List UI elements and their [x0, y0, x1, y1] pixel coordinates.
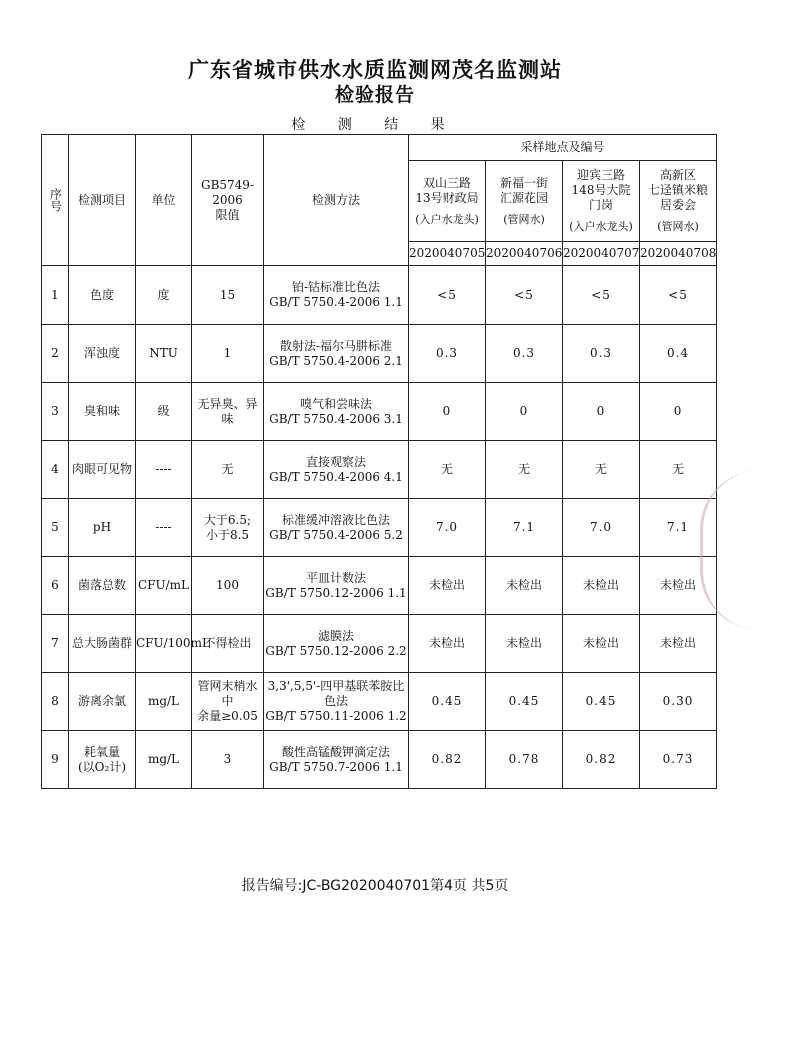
row-seq: 9	[42, 731, 69, 789]
row-value: 0.82	[563, 731, 640, 789]
site-note: (管网水)	[503, 212, 545, 226]
row-unit: CFU/mL	[136, 557, 192, 615]
table-row	[42, 266, 717, 325]
col-header-limit	[192, 135, 264, 266]
row-unit: NTU	[136, 325, 192, 383]
seal-stamp	[700, 470, 793, 630]
row-method	[264, 441, 409, 499]
row-value: 0	[563, 383, 640, 441]
row-limit	[192, 266, 264, 325]
row-method-ref: GB/T 5750.4-2006 4.1	[269, 469, 403, 484]
row-value: 7.0	[409, 499, 486, 557]
row-item	[69, 441, 136, 499]
site-note: (入户水龙头)	[569, 220, 633, 233]
site-note: (管网水)	[657, 220, 699, 233]
col-header-sites: 采样地点及编号	[409, 135, 717, 161]
row-method	[264, 557, 409, 615]
table-row	[42, 383, 717, 441]
row-item	[69, 731, 136, 789]
row-method-name: 3,3',5,5'-四甲基联苯胺比色法	[267, 679, 405, 708]
row-item-label: 臭和味	[83, 404, 120, 418]
row-limit-line: 无异臭、异味	[197, 396, 258, 426]
row-limit-line: 无	[221, 462, 234, 476]
row-method-ref: GB/T 5750.7-2006 1.1	[269, 759, 403, 774]
row-value: <5	[563, 266, 640, 325]
row-seq: 4	[42, 441, 69, 499]
col-header-unit: 单位	[136, 135, 192, 266]
row-value: 无	[563, 441, 640, 499]
row-value: 0	[409, 383, 486, 441]
row-limit-line: 余量≥0.05	[197, 709, 258, 723]
row-value: 未检出	[409, 615, 486, 673]
row-unit: 度	[136, 266, 192, 325]
table-row	[42, 499, 717, 557]
row-value: 7.1	[486, 499, 563, 557]
row-unit: mg/L	[136, 731, 192, 789]
row-item	[69, 499, 136, 557]
row-item-label: pH	[92, 520, 112, 534]
row-value: 无	[640, 441, 717, 499]
row-method-name: 嗅气和尝味法	[299, 396, 372, 411]
row-item	[69, 325, 136, 383]
table-row	[42, 731, 717, 789]
row-value: 无	[486, 441, 563, 499]
row-limit-line: 3	[223, 752, 232, 766]
row-unit: ----	[136, 499, 192, 557]
row-limit	[192, 383, 264, 441]
row-value: 0.30	[640, 673, 717, 731]
row-method	[264, 615, 409, 673]
row-method-name: 平皿计数法	[305, 570, 366, 585]
row-item	[69, 383, 136, 441]
row-value: 无	[409, 441, 486, 499]
site-note: (入户水龙头)	[415, 212, 479, 226]
row-unit: CFU/100mL	[136, 615, 192, 673]
row-value: 7.0	[563, 499, 640, 557]
col-header-seq: 序号	[42, 135, 69, 266]
table-row	[42, 673, 717, 731]
site-name-line: 居委会	[660, 198, 697, 212]
row-method	[264, 673, 409, 731]
row-method-name: 滤膜法	[317, 628, 354, 643]
row-limit-line: 管网末梢水中	[197, 679, 258, 708]
row-item-label: 菌落总数	[77, 578, 126, 592]
site-header	[486, 161, 563, 242]
row-value: <5	[486, 266, 563, 325]
row-method-ref: GB/T 5750.4-2006 3.1	[269, 411, 403, 426]
row-item-label: 肉眼可见物	[71, 462, 132, 476]
table-row	[42, 615, 717, 673]
site-name-line: 门岗	[588, 198, 613, 212]
row-limit	[192, 499, 264, 557]
row-unit: ----	[136, 441, 192, 499]
col-header-method: 检测方法	[264, 135, 409, 266]
row-value: 未检出	[409, 557, 486, 615]
site-code: 2020040705	[409, 242, 486, 266]
row-method	[264, 266, 409, 325]
row-unit: 级	[136, 383, 192, 441]
row-seq: 1	[42, 266, 69, 325]
row-value: 未检出	[486, 557, 563, 615]
report-org-title: 广东省城市供水水质监测网茂名监测站	[188, 58, 562, 82]
row-item	[69, 615, 136, 673]
site-name-line: 七迳镇米粮	[648, 183, 709, 197]
site-name-line: 双山三路	[422, 175, 471, 190]
row-seq: 3	[42, 383, 69, 441]
row-limit-line: 1	[223, 346, 232, 360]
row-method	[264, 499, 409, 557]
site-code: 2020040706	[486, 242, 563, 266]
row-limit-line: 不得检出	[203, 636, 252, 650]
row-item	[69, 557, 136, 615]
report-title: 检验报告	[334, 84, 415, 106]
row-limit	[192, 325, 264, 383]
row-value: 0.45	[486, 673, 563, 731]
row-seq: 6	[42, 557, 69, 615]
results-table	[41, 134, 717, 789]
table-row	[42, 325, 717, 383]
row-method-name: 标准缓冲溶液比色法	[281, 512, 390, 527]
row-limit	[192, 731, 264, 789]
row-value: 0.3	[486, 325, 563, 383]
row-limit-line: 15	[219, 287, 236, 302]
site-name-line: 新福一街	[499, 175, 548, 190]
row-method-name: 酸性高锰酸钾滴定法	[281, 744, 390, 759]
row-value: <5	[409, 266, 486, 325]
site-name-line: 汇源花园	[499, 190, 548, 205]
row-value: <5	[640, 266, 717, 325]
row-limit-line: 大于6.5;	[203, 512, 252, 527]
row-value: 未检出	[640, 557, 717, 615]
site-name-line: 迎宾三路	[576, 168, 625, 182]
row-value: 0.73	[640, 731, 717, 789]
row-method-ref: GB/T 5750.4-2006 5.2	[269, 527, 403, 542]
row-value: 0.78	[486, 731, 563, 789]
row-seq: 5	[42, 499, 69, 557]
row-value: 未检出	[563, 615, 640, 673]
row-seq: 8	[42, 673, 69, 731]
row-limit	[192, 673, 264, 731]
row-unit: mg/L	[136, 673, 192, 731]
header-row	[42, 135, 717, 161]
row-value: 未检出	[563, 557, 640, 615]
row-value: 0.82	[409, 731, 486, 789]
row-value: 0.3	[563, 325, 640, 383]
row-item-label: 总大肠菌群	[71, 636, 132, 650]
table-row	[42, 441, 717, 499]
row-limit	[192, 557, 264, 615]
row-method	[264, 731, 409, 789]
site-header	[409, 161, 486, 242]
section-heading: 检 测 结 果	[291, 117, 459, 133]
row-method	[264, 325, 409, 383]
row-method	[264, 383, 409, 441]
row-item	[69, 266, 136, 325]
site-name-line: 高新区	[660, 168, 697, 182]
row-value: 0	[640, 383, 717, 441]
table-row	[42, 557, 717, 615]
row-value: 未检出	[640, 615, 717, 673]
row-seq: 7	[42, 615, 69, 673]
row-value: 0.45	[409, 673, 486, 731]
row-limit	[192, 441, 264, 499]
row-item	[69, 673, 136, 731]
row-limit-line: 小于8.5	[205, 527, 250, 542]
row-value: 未检出	[486, 615, 563, 673]
row-method-ref: GB/T 5750.12-2006 1.1	[265, 585, 407, 600]
row-item-label: 游离余氯	[77, 694, 126, 708]
row-value: 0.4	[640, 325, 717, 383]
row-method-name: 散射法-福尔马肼标准	[279, 338, 393, 353]
site-header	[563, 161, 640, 242]
row-item-label: 色度	[89, 287, 114, 302]
row-method-ref: GB/T 5750.4-2006 1.1	[269, 295, 403, 309]
site-code: 2020040708	[640, 242, 717, 266]
row-item-label: 耗氧量	[83, 744, 120, 759]
site-name-line: 13号财政局	[415, 190, 479, 205]
row-value: 7.1	[640, 499, 717, 557]
site-name-line: 148号大院	[571, 183, 631, 197]
row-seq: 2	[42, 325, 69, 383]
row-method-ref: GB/T 5750.11-2006 1.2	[265, 709, 407, 723]
site-code: 2020040707	[563, 242, 640, 266]
row-method-ref: GB/T 5750.12-2006 2.2	[265, 643, 407, 658]
report-footer: 报告编号:JC-BG2020040701第4页 共5页	[241, 878, 509, 894]
row-limit-line: 100	[216, 578, 239, 592]
site-header	[640, 161, 717, 242]
row-method-name: 铂-钴标准比色法	[291, 280, 381, 294]
col-header-item: 检测项目	[69, 135, 136, 266]
row-value: 0.3	[409, 325, 486, 383]
row-method-ref: GB/T 5750.4-2006 2.1	[269, 353, 403, 368]
row-value: 0.45	[563, 673, 640, 731]
col-header-limit-line2: 限值	[215, 207, 240, 222]
row-item-label: 浑浊度	[83, 346, 120, 360]
row-item-sublabel: (以O₂计)	[77, 759, 126, 774]
row-value: 0	[486, 383, 563, 441]
col-header-limit-line1: GB5749-2006	[201, 177, 254, 207]
row-method-name: 直接观察法	[305, 454, 366, 469]
